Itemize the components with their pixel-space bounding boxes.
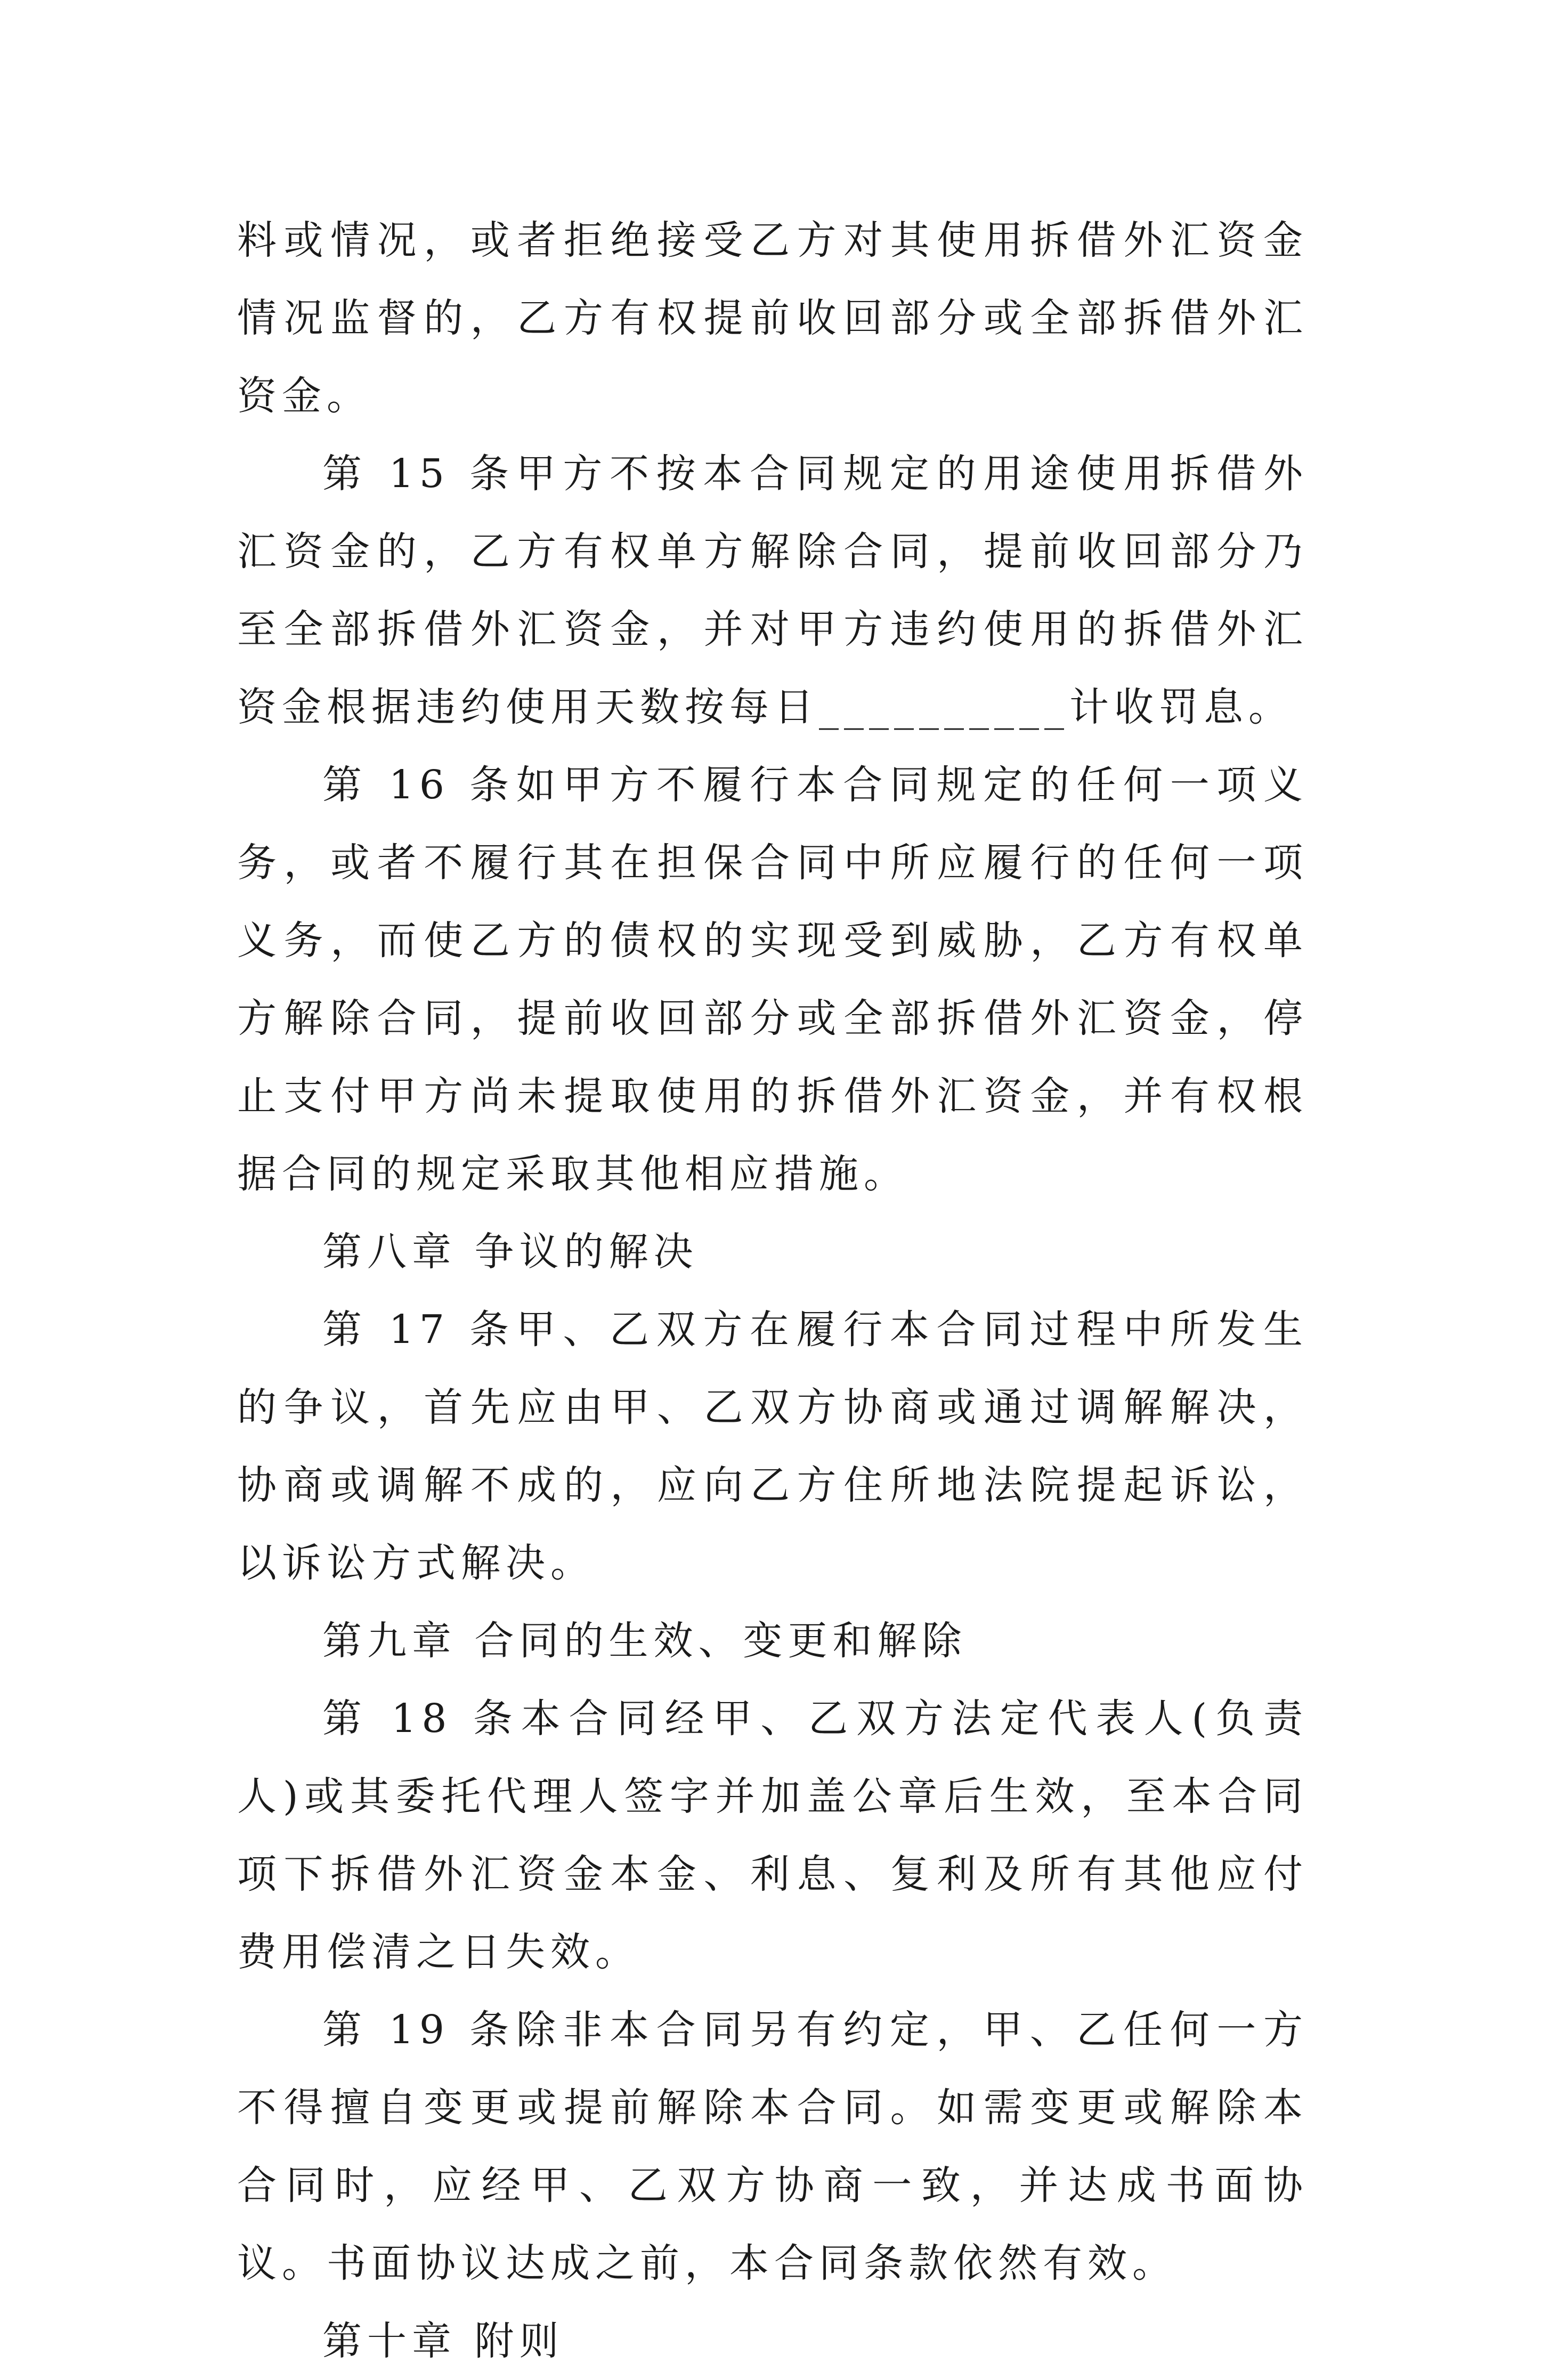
chapter-10-heading: 第十章 附则 [322, 2318, 564, 2364]
chapter-9-heading: 第九章 合同的生效、变更和解除 [322, 1618, 967, 1664]
paragraph-continuation: 料或情况，或者拒绝接受乙方对其使用拆借外汇资金情况监督的，乙方有权提前收回部分或全部拆借外汇资金。 [237, 217, 1308, 419]
article-17: 第 17 条甲、乙双方在履行本合同过程中所发生的争议，首先应由甲、乙双方协商或通过调解解决，协商或调解不成的，应向乙方住所地法院提起诉讼，以诉讼方式解决。 [237, 1307, 1308, 1586]
article-19: 第 19 条除非本合同另有约定，甲、乙任何一方不得擅自变更或提前解除本合同。如需变更或解除本合同时，应经甲、乙双方协商一致，并达成书面协议。书面协议达成之前，本合同条款依然有效。 [237, 2007, 1308, 2286]
chapter-8-heading: 第八章 争议的解决 [322, 1229, 699, 1275]
article-18: 第 18 条本合同经甲、乙双方法定代表人(负责人)或其委托代理人签字并加盖公章后生效，至本合同项下拆借外汇资金本金、利息、复利及所有其他应付费用偿清之日失效。 [237, 1696, 1308, 1975]
contract-body [237, 201, 1308, 2380]
article-15: 第 15 条甲方不按本合同规定的用途使用拆借外汇资金的，乙方有权单方解除合同，提前收回部分乃至全部拆借外汇资金，并对甲方违约使用的拆借外汇资金根据违约使用天数按每日__________计收罚息。 [237, 451, 1308, 730]
article-16: 第 16 条如甲方不履行本合同规定的任何一项义务，或者不履行其在担保合同中所应履行的任何一项义务，而使乙方的债权的实现受到威胁，乙方有权单方解除合同，提前收回部分或全部拆借外汇资金，停止支付甲方尚未提取使用的拆借外汇资金，并有权根据合同的规定采取其他相应措施。 [237, 762, 1308, 1197]
